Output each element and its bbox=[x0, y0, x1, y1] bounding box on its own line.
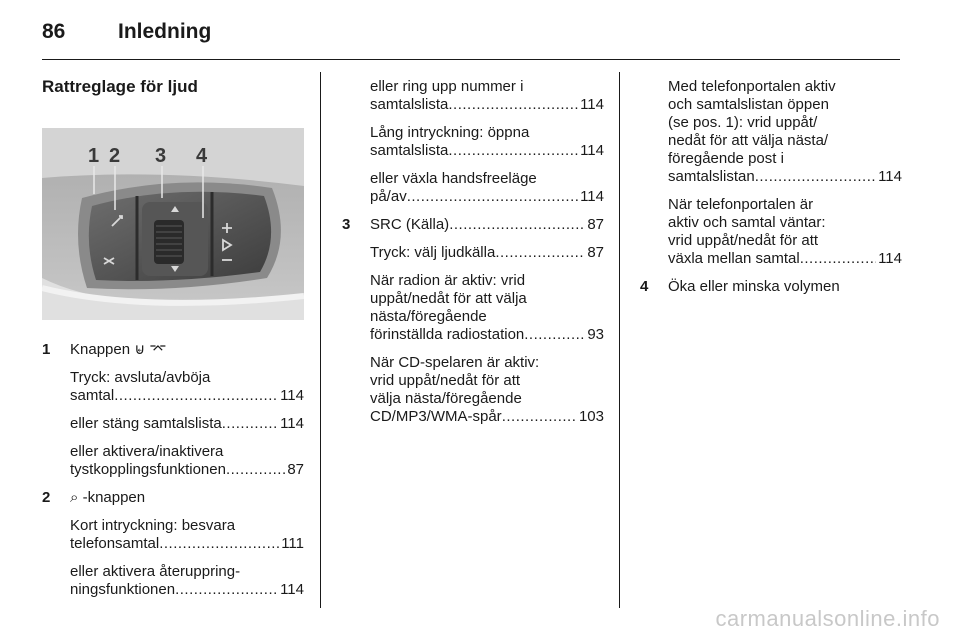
toc-entry bbox=[70, 581, 304, 599]
page-ref[interactable]: 114 bbox=[580, 188, 604, 205]
entry-text: samtalslista bbox=[370, 96, 449, 113]
column-divider-1 bbox=[320, 72, 321, 608]
item-2 bbox=[42, 489, 304, 507]
item-number: 4 bbox=[640, 278, 649, 295]
page-ref[interactable]: 114 bbox=[280, 415, 304, 432]
entry-text: CD/MP3/WMA-spår bbox=[370, 408, 502, 425]
item-number: 3 bbox=[342, 216, 351, 233]
text-line: vrid uppåt/nedåt för att bbox=[370, 372, 521, 389]
text-line: När radion är aktiv: vrid bbox=[370, 272, 526, 289]
text-line: eller aktivera återuppring- bbox=[70, 563, 241, 580]
steering-wheel-controls-photo bbox=[42, 128, 304, 320]
toc-entry bbox=[668, 250, 902, 268]
callout-1: 1 bbox=[88, 145, 100, 167]
entry-text: telefonsamtal bbox=[70, 535, 160, 552]
page-ref[interactable]: 114 bbox=[878, 168, 902, 185]
entry-text: SRC (Källa) bbox=[370, 216, 450, 233]
toc-entry bbox=[70, 461, 304, 479]
page-number: 86 bbox=[42, 20, 66, 43]
entry-text: på/av bbox=[370, 188, 407, 205]
chapter-title: Inledning bbox=[118, 20, 212, 43]
page-ref[interactable]: 93 bbox=[587, 326, 604, 343]
entry-text: tystkopplingsfunktionen bbox=[70, 461, 226, 478]
page-ref[interactable]: 114 bbox=[280, 387, 304, 404]
toc-entry bbox=[668, 168, 902, 186]
callout-2: 2 bbox=[109, 145, 121, 167]
callout-4: 4 bbox=[196, 145, 208, 167]
paragraph bbox=[640, 196, 902, 268]
page-ref[interactable]: 114 bbox=[580, 96, 604, 113]
item-label: Knappen ⊌ ⌤ bbox=[70, 341, 167, 358]
toc-entry bbox=[370, 408, 604, 426]
item-number: 1 bbox=[42, 341, 51, 358]
page-ref[interactable]: 103 bbox=[578, 408, 604, 425]
text-line: välja nästa/föregående bbox=[370, 390, 522, 407]
paragraph bbox=[342, 170, 604, 206]
text-line: och samtalslistan öppen bbox=[668, 96, 829, 113]
entry-text: förinställda radiostation bbox=[370, 326, 525, 343]
text-line: vrid uppåt/nedåt för att bbox=[668, 232, 819, 249]
entry-text: växla mellan samtal bbox=[668, 250, 800, 267]
entry-text: Tryck: välj ljudkälla bbox=[370, 244, 496, 261]
paragraph bbox=[342, 124, 604, 160]
paragraph bbox=[342, 244, 604, 262]
text-line: (se pos. 1): vrid uppåt/ bbox=[668, 114, 818, 131]
entry-text: samtalslista bbox=[370, 142, 449, 159]
text-line: När telefonportalen är bbox=[668, 196, 814, 213]
column-1 bbox=[42, 78, 304, 609]
toc-entry bbox=[70, 415, 304, 433]
page-ref[interactable]: 87 bbox=[587, 216, 604, 233]
paragraph bbox=[42, 369, 304, 405]
item-3 bbox=[342, 216, 604, 234]
toc-entry bbox=[70, 535, 304, 553]
paragraph bbox=[42, 415, 304, 433]
toc-entry bbox=[370, 326, 604, 344]
entry-text: samtalslistan bbox=[668, 168, 755, 185]
paragraph bbox=[42, 443, 304, 479]
toc-entry bbox=[370, 142, 604, 160]
header-rule bbox=[42, 59, 900, 60]
toc-entry bbox=[370, 188, 604, 206]
paragraph bbox=[42, 517, 304, 553]
paragraph bbox=[42, 563, 304, 599]
page-ref[interactable]: 111 bbox=[281, 535, 304, 552]
column-2 bbox=[342, 78, 604, 436]
page-ref[interactable]: 114 bbox=[280, 581, 304, 598]
page-ref[interactable]: 87 bbox=[287, 461, 304, 478]
page-ref[interactable]: 87 bbox=[587, 244, 604, 261]
text-line: nästa/föregående bbox=[370, 308, 487, 325]
text-line: Med telefonportalen aktiv bbox=[668, 78, 836, 95]
paragraph bbox=[342, 354, 604, 426]
toc-entry bbox=[370, 244, 604, 262]
text-line: Lång intryckning: öppna bbox=[370, 124, 530, 141]
text-line: uppåt/nedåt för att välja bbox=[370, 290, 527, 307]
text-line: aktiv och samtal väntar: bbox=[668, 214, 826, 231]
watermark: carmanualsonline.info bbox=[715, 606, 940, 631]
text-line: eller växla handsfreeläge bbox=[370, 170, 537, 187]
item-label: ⌕ -knappen bbox=[70, 489, 146, 506]
item-text: Öka eller minska volymen bbox=[668, 278, 840, 295]
paragraph bbox=[342, 272, 604, 344]
callout-3: 3 bbox=[155, 145, 167, 167]
text-line: föregående post i bbox=[668, 150, 784, 167]
entry-text: eller stäng samtalslista bbox=[70, 415, 222, 432]
toc-entry bbox=[370, 216, 604, 234]
toc-entry bbox=[70, 387, 304, 405]
column-3 bbox=[640, 78, 902, 306]
entry-text: ningsfunktionen bbox=[70, 581, 176, 598]
paragraph bbox=[640, 78, 902, 186]
paragraph bbox=[342, 78, 604, 114]
text-line: eller ring upp nummer i bbox=[370, 78, 524, 95]
toc-entry bbox=[370, 96, 604, 114]
text-line: Tryck: avsluta/avböja bbox=[70, 369, 211, 386]
item-number: 2 bbox=[42, 489, 51, 506]
entry-text: samtal bbox=[70, 387, 115, 404]
text-line: Kort intryckning: besvara bbox=[70, 517, 236, 534]
section-title: Rattreglage för ljud bbox=[42, 77, 198, 96]
column-divider-2 bbox=[619, 72, 620, 608]
text-line: När CD-spelaren är aktiv: bbox=[370, 354, 540, 371]
text-line: nedåt för att välja nästa/ bbox=[668, 132, 829, 149]
page-ref[interactable]: 114 bbox=[580, 142, 604, 159]
item-4 bbox=[640, 278, 902, 296]
text-line: eller aktivera/inaktivera bbox=[70, 443, 224, 460]
item-1 bbox=[42, 341, 304, 359]
page-ref[interactable]: 114 bbox=[878, 250, 902, 267]
